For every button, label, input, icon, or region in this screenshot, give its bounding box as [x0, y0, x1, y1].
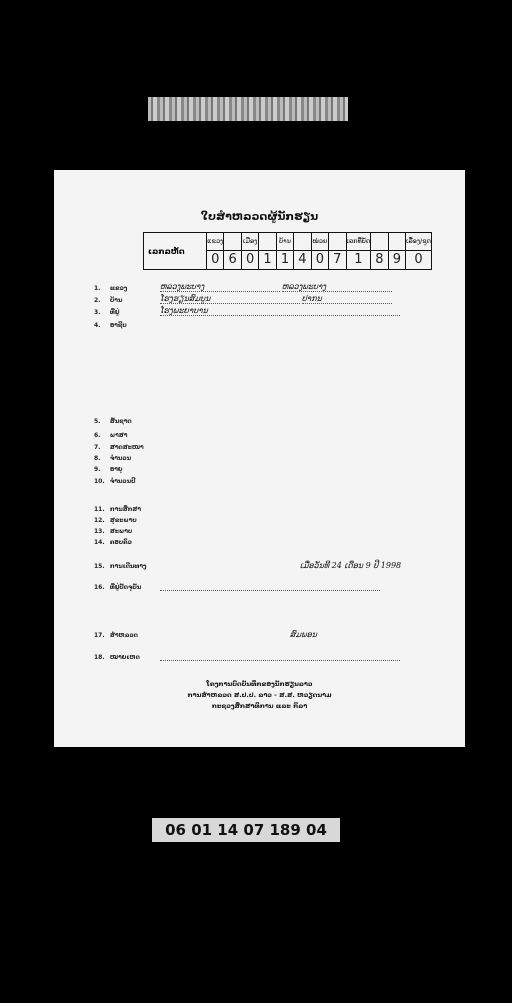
- code-header: [293, 233, 310, 251]
- code-digit: 7: [328, 251, 345, 269]
- code-digit: 8: [370, 251, 387, 269]
- handwritten-village: ປາກນ: [302, 294, 392, 304]
- form-paper: [54, 170, 465, 747]
- field-number: 11.: [94, 506, 105, 513]
- field-number: 1.: [94, 285, 101, 292]
- field-number: 4.: [94, 322, 101, 329]
- code-header: ບ້ານ: [276, 233, 293, 251]
- handwritten-district: ຫລວງພະບາງ: [282, 282, 392, 292]
- field-number: 15.: [94, 563, 105, 570]
- field-row-5: [94, 418, 435, 425]
- field-number: 18.: [94, 654, 105, 661]
- field-row-8: [94, 455, 435, 462]
- field-label: ທີ່ຢູ່: [109, 309, 120, 316]
- blank-line: [160, 660, 400, 661]
- code-header: ເມືອງ: [241, 233, 258, 251]
- field-row-9: [94, 466, 435, 473]
- field-number: 7.: [94, 444, 101, 451]
- code-header: [223, 233, 240, 251]
- code-digit: 4: [293, 251, 310, 269]
- field-number: 8.: [94, 455, 101, 462]
- code-digit: 0: [311, 251, 328, 269]
- code-header: [388, 233, 405, 251]
- code-box: [143, 232, 432, 270]
- code-header: ແຂວງ: [206, 233, 223, 251]
- field-label: ບ້ານ: [109, 297, 123, 304]
- code-digit: 0: [206, 251, 223, 269]
- field-label: ສຸຂະພາບ: [109, 517, 137, 524]
- handwritten-signature: ສົມພອນ: [289, 630, 317, 639]
- field-number: 16.: [94, 584, 105, 591]
- field-label: ອາຍຸ: [109, 466, 123, 473]
- code-digit: 0: [405, 251, 431, 269]
- footer-line-2: ການສໍາຫລວດ ສ.ປ.ປ. ລາວ - ສ.ສ. ຫວຽດນາມ: [187, 691, 332, 699]
- code-digit: 0: [241, 251, 258, 269]
- footer-line-1: ໂຄງການບົດບັນທຶກຂອງນັກຮຽນລາວ: [206, 680, 313, 688]
- code-header: [328, 233, 345, 251]
- handwritten-address: ໂຮງພະຍາບານ: [160, 306, 400, 316]
- code-digit: 1: [276, 251, 293, 269]
- code-label: ເລກລຫັດ: [148, 247, 185, 256]
- field-label: ຄອບຄົວ: [109, 539, 132, 546]
- field-number: 12.: [94, 517, 105, 524]
- field-number: 6.: [94, 432, 101, 439]
- field-label: ການເດີນທາງ: [109, 563, 147, 570]
- field-label: ໝາຍເຫດ: [109, 654, 140, 661]
- field-label: ສັນຊາດ: [109, 418, 132, 425]
- footer-line-3: ກະຊວງສຶກສາທິການ ແລະ ກິລາ: [211, 702, 308, 710]
- lower-row-17: [94, 630, 435, 639]
- handwritten-province: ຫລວງພະບາງ: [160, 282, 280, 292]
- field-label: ສາດສະໜາ: [109, 444, 144, 451]
- top-stamp: [148, 97, 348, 121]
- lower-row-14: [94, 539, 435, 546]
- field-number: 2.: [94, 297, 101, 304]
- field-label: ແຂວງ: [109, 285, 128, 292]
- field-row-4: [94, 322, 435, 329]
- field-number: 17.: [94, 632, 105, 639]
- field-label: ສະພາບ: [109, 528, 133, 535]
- code-header: [258, 233, 275, 251]
- form-title: ໃບສໍາຫລວດຜູ້ນັກຮຽນ: [200, 210, 319, 223]
- field-row-10: [94, 478, 435, 485]
- field-number: 5.: [94, 418, 101, 425]
- lower-row-12: [94, 517, 435, 524]
- field-label: ອາຊີບ: [109, 322, 127, 329]
- handwritten-date: ເມື່ອວັນທີ 24 ເດືອນ 9 ປີ 1998: [299, 561, 402, 570]
- field-number: 9.: [94, 466, 101, 473]
- code-grid: [206, 233, 431, 269]
- field-number: 13.: [94, 528, 105, 535]
- lower-row-15: [94, 561, 435, 570]
- field-row-6: [94, 432, 435, 439]
- field-label: ການສຶກສາ: [109, 506, 142, 513]
- field-label: ພາສາ: [109, 432, 128, 439]
- field-number: 14.: [94, 539, 105, 546]
- field-label: ຈໍານວນ: [109, 455, 132, 462]
- field-row-2: [94, 294, 435, 304]
- field-label: ສໍາຫລວດ: [109, 632, 138, 639]
- handwritten-school: ໂຮງຮຽນສົມບູນ: [160, 294, 300, 304]
- field-row-3: [94, 306, 435, 316]
- lower-row-13: [94, 528, 435, 535]
- field-row-1: [94, 282, 435, 292]
- field-number: 10.: [94, 478, 105, 485]
- code-digit: 9: [388, 251, 405, 269]
- code-header: ເລກທີ່ບັດ: [346, 233, 371, 251]
- blank-line: [160, 590, 380, 591]
- code-digit: 1: [258, 251, 275, 269]
- field-label: ຈໍານວນປີ: [109, 478, 136, 485]
- lower-row-18: [94, 654, 435, 661]
- code-header: ໜ່ວຍ: [311, 233, 328, 251]
- field-label: ທີ່ຢູ່ປັດຈຸບັນ: [109, 584, 142, 591]
- lower-row-11: [94, 506, 435, 513]
- code-digit: 1: [346, 251, 371, 269]
- bottom-code-stamp: 06 01 14 07 189 04: [152, 818, 340, 842]
- code-digit: 6: [223, 251, 240, 269]
- field-number: 3.: [94, 309, 101, 316]
- field-row-7: [94, 444, 435, 451]
- code-header: [370, 233, 387, 251]
- code-header: ເລື່ອງ/ຊຸດ: [405, 233, 431, 251]
- lower-row-16: [94, 584, 435, 591]
